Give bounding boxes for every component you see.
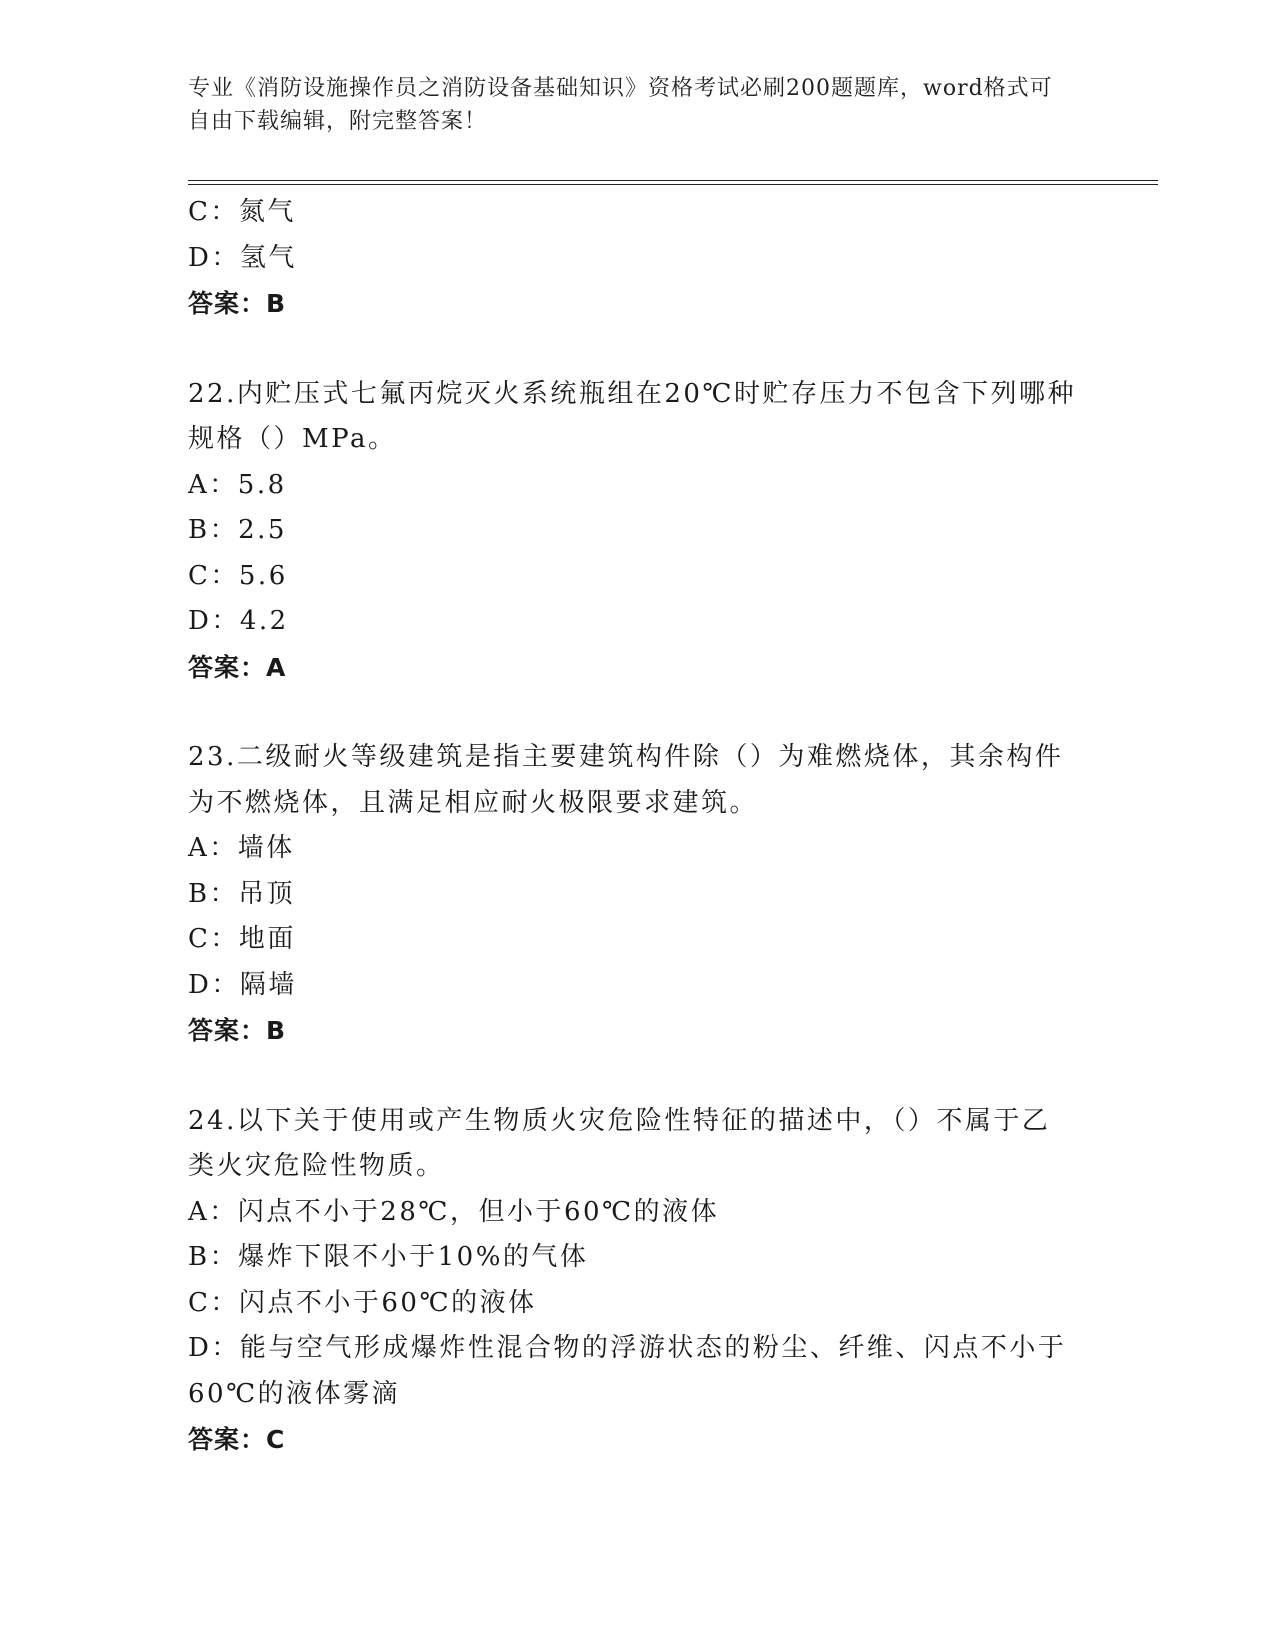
option-b: B：爆炸下限不小于10%的气体 bbox=[188, 1242, 589, 1272]
option-c: C：地面 bbox=[188, 924, 296, 954]
answer-line: 答案：A bbox=[188, 652, 287, 682]
option-d-continued: 60℃的液体雾滴 bbox=[188, 1378, 401, 1409]
answer-line: 答案：B bbox=[188, 289, 287, 318]
option-a: A：闪点不小于28℃，但小于60℃的液体 bbox=[188, 1196, 720, 1227]
question-stem-line: 22.内贮压式七氟丙烷灭火系统瓶组在20℃时贮存压力不包含下列哪种 bbox=[188, 378, 1077, 409]
question-stem-line: 规格（）MPa。 bbox=[188, 424, 397, 454]
question-stem-line: 23.二级耐火等级建筑是指主要建筑构件除（）为难燃烧体，其余构件 bbox=[188, 742, 1064, 772]
option-b: B：吊顶 bbox=[188, 878, 296, 909]
question-23 bbox=[188, 735, 1068, 1054]
question-stem-line: 为不燃烧体，且满足相应耐火极限要求建筑。 bbox=[188, 787, 759, 818]
option-c: C：闪点不小于60℃的液体 bbox=[188, 1287, 537, 1318]
option-d: D：氢气 bbox=[188, 242, 297, 273]
question-stem-line: 24.以下关于使用或产生物质火灾危险性特征的描述中，（）不属于乙 bbox=[188, 1105, 1051, 1136]
option-a: A：5.8 bbox=[188, 469, 287, 500]
document-header: 专业《消防设施操作员之消防设备基础知识》资格考试必刷200题题库，word格式可自由下载编辑，附完整答案！ bbox=[188, 76, 1053, 134]
question-22 bbox=[188, 372, 1077, 691]
option-c: C：氮气 bbox=[188, 197, 296, 227]
header-divider bbox=[188, 180, 1158, 185]
option-a: A：墙体 bbox=[188, 833, 295, 863]
option-d: D：能与空气形成爆炸性混合物的浮游状态的粉尘、纤维、闪点不小于 bbox=[188, 1333, 1067, 1363]
question-stem-line: 类火灾危险性物质。 bbox=[188, 1151, 445, 1181]
continued-question bbox=[188, 190, 1068, 327]
document-body bbox=[188, 190, 1077, 1463]
option-d: D：隔墙 bbox=[188, 969, 297, 1000]
option-c: C：5.6 bbox=[188, 560, 288, 591]
answer-line: 答案：B bbox=[188, 1016, 287, 1045]
answer-line: 答案：C bbox=[188, 1425, 286, 1454]
option-b: B：2.5 bbox=[188, 515, 287, 545]
question-24 bbox=[188, 1099, 1068, 1463]
option-d: D：4.2 bbox=[188, 606, 289, 636]
